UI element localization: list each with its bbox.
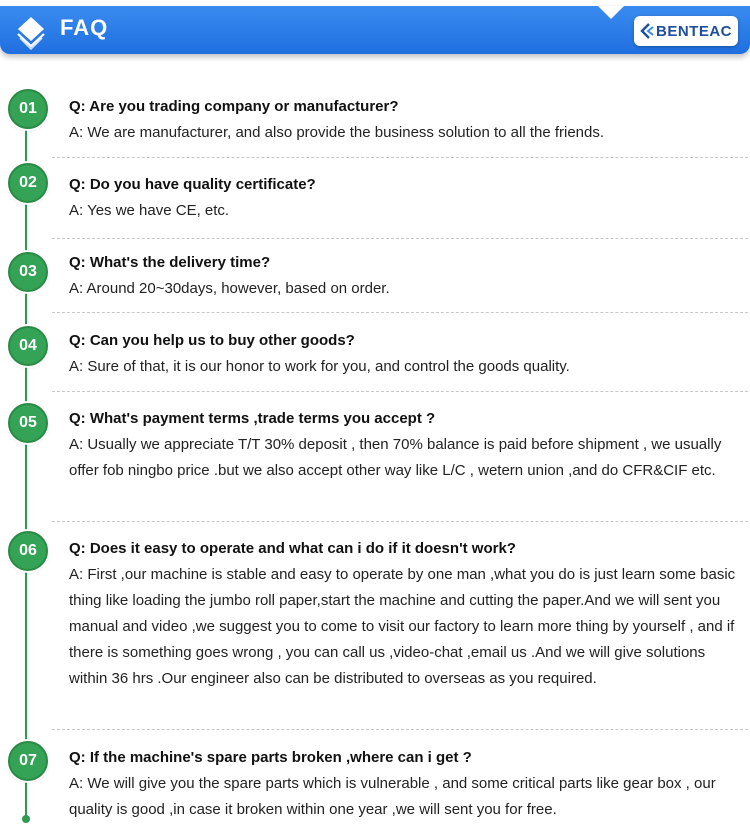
faq-divider (52, 729, 748, 730)
stacked-diamond-icon (16, 16, 46, 50)
faq-divider (52, 391, 748, 392)
faq-question: Q: What's the delivery time? (69, 254, 271, 271)
faq-answer: A: First ,our machine is stable and easy to operate by one man ,what you do is just learn some basic thing like loading the jumbo roll paper,start the machine and cutting the paper.And we will sent you manual and video ,we suggest you to come to visit our factory to learn more thing by yourself , and if there is something goes wrong , you can call us ,video-chat ,email us .And we will give solutions within 36 hrs .Our engineer also can be distributed to overseas as you required. (69, 566, 736, 687)
faq-question: Q: If the machine's spare parts broken ,where can i get ? (69, 749, 472, 766)
faq-answer: A: Usually we appreciate T/T 30% deposit , then 70% balance is paid before shipment , we usually offer fob ningbo price .but we also accept other way like L/C , wetern union ,and do CFR&CIF etc. (69, 436, 722, 479)
faq-divider (52, 157, 748, 158)
faq-answer: A: Around 20~30days, however, based on order. (69, 280, 390, 297)
brand-logo-box (634, 16, 738, 46)
faq-answer: A: Sure of that, it is our honor to work for you, and control the goods quality. (69, 358, 570, 375)
faq-number-badge: 07 (8, 741, 48, 781)
faq-answer: A: We will give you the spare parts which is vulnerable , and some critical parts like gear box , our quality is good ,in case it broken within one year ,we will sent you for free. (69, 775, 716, 818)
brand-name: BENTEAC (655, 22, 732, 40)
faq-number-badge: 01 (8, 89, 48, 129)
faq-divider (52, 238, 748, 239)
faq-divider (52, 312, 748, 313)
faq-number-badge: 04 (8, 326, 48, 366)
faq-answer: A: Yes we have CE, etc. (69, 202, 230, 219)
faq-divider (52, 521, 748, 522)
faq-question: Q: Do you have quality certificate? (69, 176, 316, 193)
faq-number-badge: 03 (8, 252, 48, 292)
faq-question: Q: Are you trading company or manufacturer? (69, 98, 399, 115)
faq-number-badge: 02 (8, 163, 48, 203)
page-title: FAQ (60, 15, 109, 40)
faq-question: Q: What's payment terms ,trade terms you accept ? (69, 410, 436, 427)
faq-number-badge: 05 (8, 403, 48, 443)
banner-notch (598, 6, 624, 19)
faq-answer: A: We are manufacturer, and also provide the business solution to all the friends. (69, 124, 605, 141)
timeline-end-dot (22, 815, 30, 823)
brand-logo-icon (640, 23, 654, 39)
faq-number-badge: 06 (8, 531, 48, 571)
faq-question: Q: Can you help us to buy other goods? (69, 332, 355, 349)
faq-question: Q: Does it easy to operate and what can i do if it doesn't work? (69, 540, 516, 557)
faq-header-banner (0, 6, 750, 54)
